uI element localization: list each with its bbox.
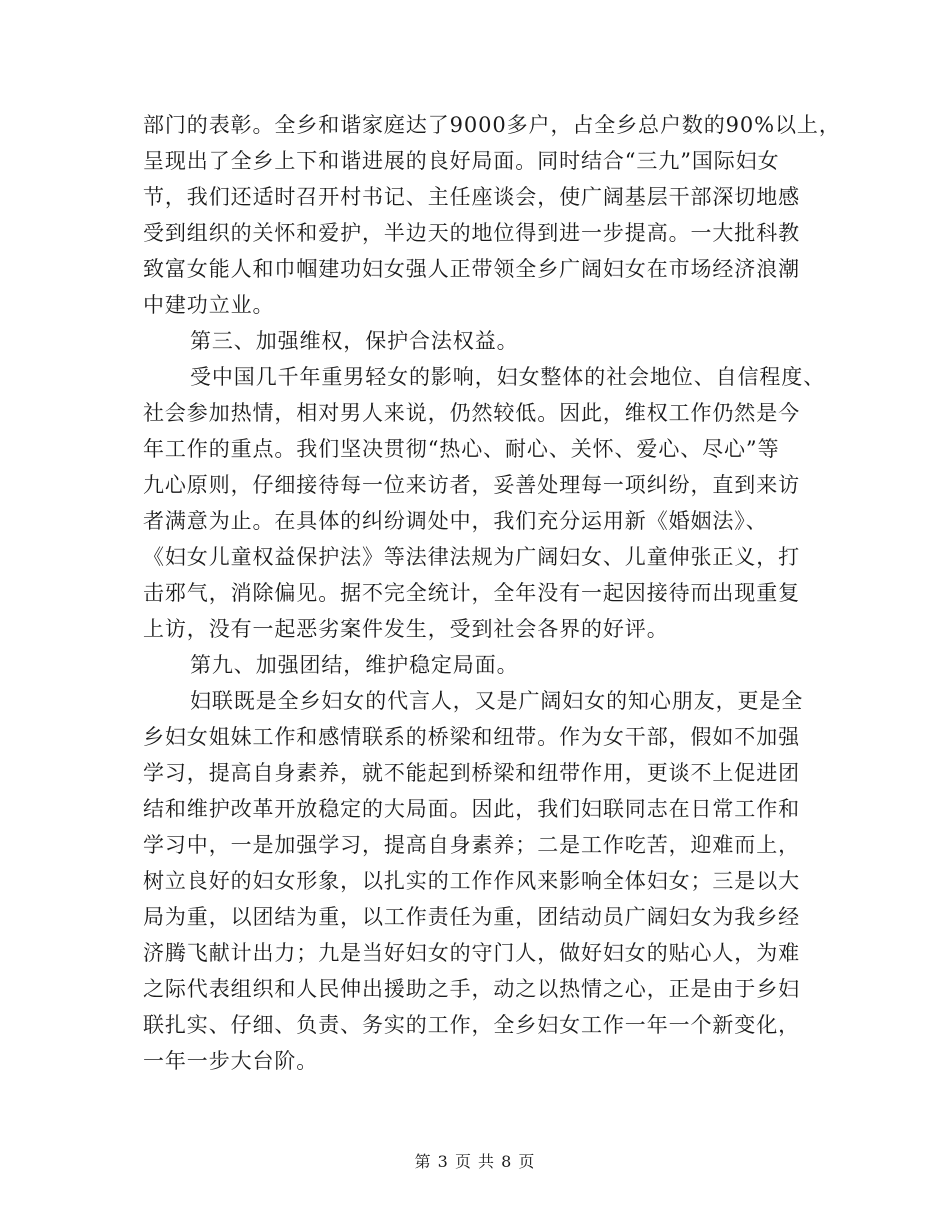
text-line: 受到组织的关怀和爱护，半边天的地位得到进一步提高。一大批科教 [143,221,800,245]
paragraph-first-line: 受中国几千年重男轻女的影响，妇女整体的社会地位、自信程度、 [190,365,826,389]
text-line: 呈现出了全乡上下和谐进展的良好局面。同时结合“三九”国际妇女 [143,149,780,173]
text-line: 之际代表组织和人民伸出援助之手，动之以热情之心，正是由于乡妇 [143,977,800,1001]
text-line: 结和维护改革开放稳定的大局面。因此，我们妇联同志在日常工作和 [143,797,800,821]
text-line: 《妇女儿童权益保护法》等法律法规为广阔妇女、儿童伸张正义，打 [143,545,800,569]
paragraph-first-line: 妇联既是全乡妇女的代言人，又是广阔妇女的知心朋友，更是全 [190,689,804,713]
page-number-footer: 第 3 页 共 8 页 [414,1152,536,1171]
section-heading: 第九、加强团结，维护稳定局面。 [190,653,519,677]
text-line: 联扎实、仔细、负责、务实的工作，全乡妇女工作一年一个新变化， [143,1013,800,1037]
text-line: 乡妇女姐妹工作和感情联系的桥梁和纽带。作为女干部，假如不加强 [143,725,800,749]
text-line: 者满意为止。在具体的纠纷调处中，我们充分运用新《婚姻法》、 [143,509,768,533]
text-line: 年工作的重点。我们坚决贯彻“热心、耐心、关怀、爱心、尽心”等 [143,437,780,461]
text-line: 击邪气，消除偏见。据不完全统计，全年没有一起因接待而出现重复 [143,581,800,605]
text-line: 九心原则，仔细接待每一位来访者，妥善处理每一项纠纷，直到来访 [143,473,800,497]
section-heading: 第三、加强维权，保护合法权益。 [190,329,519,353]
text-line: 树立良好的妇女形象，以扎实的工作作风来影响全体妇女；三是以大 [143,869,800,893]
text-line: 致富女能人和巾帼建功妇女强人正带领全乡广阔妇女在市场经济浪潮 [143,257,800,281]
text-line: 节，我们还适时召开村书记、主任座谈会，使广阔基层干部深切地感 [143,185,800,209]
text-line: 学习，提高自身素养，就不能起到桥梁和纽带作用，更谈不上促进团 [143,761,800,785]
text-line: 一年一步大台阶。 [143,1049,319,1073]
document-body [143,107,841,1079]
text-line: 部门的表彰。全乡和谐家庭达了9000多户，占全乡总户数的90%以上， [143,113,841,137]
text-line: 中建功立业。 [143,293,275,317]
text-line: 社会参加热情，相对男人来说，仍然较低。因此，维权工作仍然是今 [143,401,800,425]
text-line: 局为重，以团结为重，以工作责任为重，团结动员广阔妇女为我乡经 [143,905,800,929]
text-line: 学习中，一是加强学习，提高自身素养；二是工作吃苦，迎难而上， [143,833,800,857]
text-line: 济腾飞献计出力；九是当好妇女的守门人，做好妇女的贴心人，为难 [143,941,800,965]
text-line: 上访，没有一起恶劣案件发生，受到社会各界的好评。 [143,617,669,641]
